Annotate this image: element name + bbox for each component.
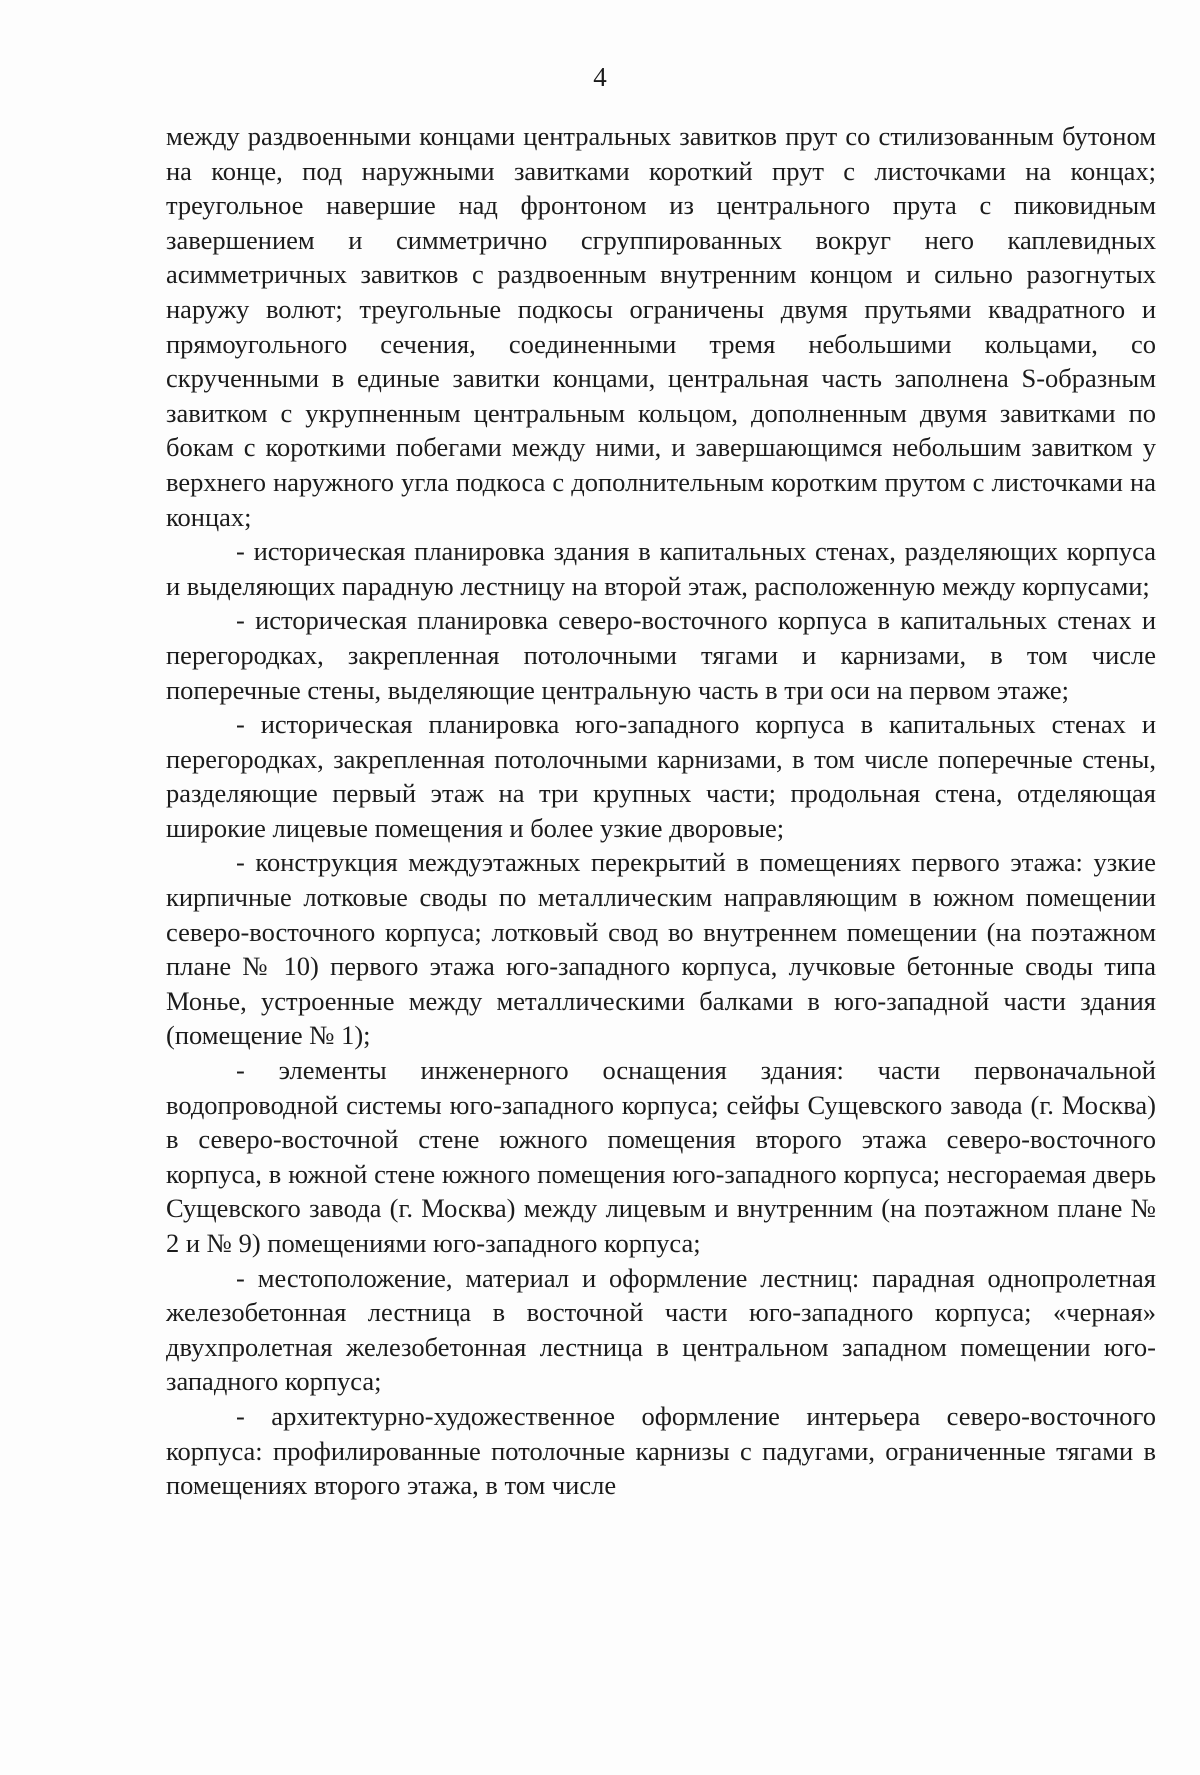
paragraph: - историческая планировка здания в капитальных стенах, разделяющих корпуса и выделяющих парадную лестницу на второй этаж, расположенную между корпусами; [166,536,1156,601]
paragraph: - элементы инженерного оснащения здания: части первоначальной водопроводной системы юго-западного корпуса; сейфы Сущевского завода (г. Москва) в северо-восточной стене южного помещения второго этажа северо-восточного корпуса, в южной стене южного помещения юго-западного корпуса; несгораемая дверь Сущевского завода (г. Москва) между лицевым и внутренним (на поэтажном плане № 2 и № 9) помещениями юго-западного корпуса; [166,1055,1156,1258]
page-number: 4 [593,62,607,92]
paragraph: между раздвоенными концами центральных завитков прут со стилизованным бутоном на конце, под наружными завитками короткий прут с листочками на концах; треугольное навершие над фронтоном из центрального прута с пиковидным завершением и симметрично сгруппированных вокруг него каплевидных асимметричных завитков с раздвоенным внутренним концом и сильно разогнутых наружу волют; треугольные подкосы ограничены двумя прутьями квадратного и прямоугольного сечения, соединенными тремя небольшими кольцами, со скрученными в единые завитки концами, центральная часть заполнена S-образным завитком с укрупненным центральным кольцом, дополненным двумя завитками по бокам с короткими побегами между ними, и завершающимся небольшим завитком у верхнего наружного угла подкоса с дополнительным коротким прутом с листочками на концах; [166,121,1156,532]
paragraph: - историческая планировка северо-восточного корпуса в капитальных стенах и перегородках, закрепленная потолочными тягами и карнизами, в том числе поперечные стены, выделяющие центральную часть в три оси на первом этаже; [166,605,1156,705]
paragraph: - конструкция междуэтажных перекрытий в помещениях первого этажа: узкие кирпичные лотковые своды по металлическим направляющим в южном помещении северо-восточного корпуса; лотковый свод во внутреннем помещении (на поэтажном плане № 10) первого этажа юго-западного корпуса, лучковые бетонные своды типа Монье, устроенные между металлическими балками в юго-западной части здания (помещение № 1); [166,847,1156,1051]
paragraph: - архитектурно-художественное оформление интерьера северо-восточного корпуса: профилированные потолочные карнизы с падугами, ограниченные тягами в помещениях второго этажа, в том числе [166,1400,1156,1501]
body-text [166,119,1156,1503]
paragraph: - местоположение, материал и оформление лестниц: парадная однопролетная железобетонная лестница в восточной части юго-западного корпуса; «черная» двухпролетная железобетонная лестница в центральном западном помещении юго-западного корпуса; [166,1262,1156,1397]
paragraph: - историческая планировка юго-западного корпуса в капитальных стенах и перегородках, закрепленная потолочными карнизами, в том числе поперечные стены, разделяющие первый этаж на три крупных части; продольная стена, отделяющая широкие лицевые помещения и более узкие дворовые; [166,709,1156,843]
